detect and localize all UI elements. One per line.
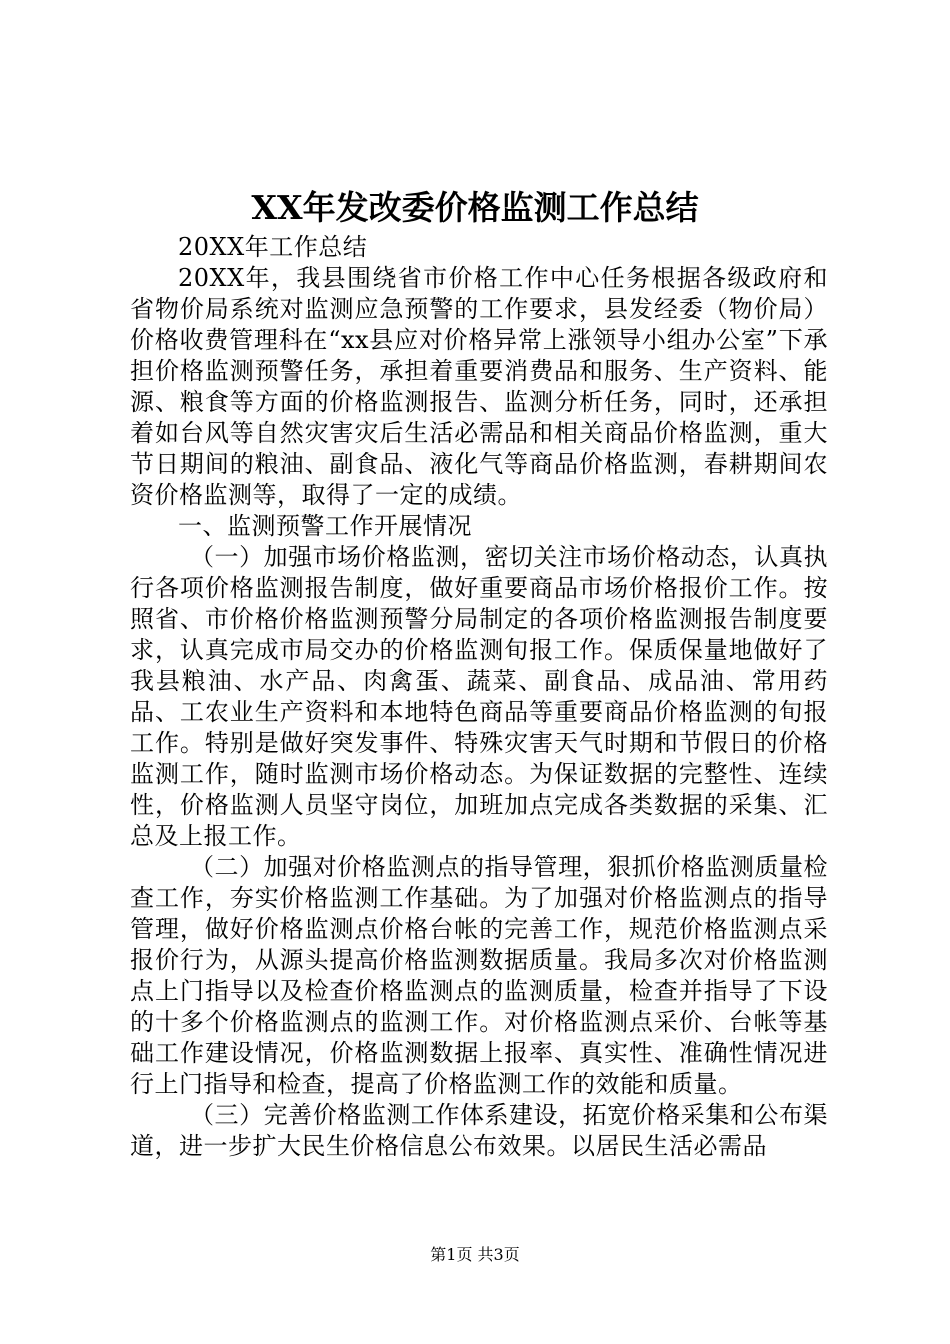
paragraph-item-2: （二）加强对价格监测点的指导管理，狠抓价格监测质量检查工作，夯实价格监测工作基础。为了加强对价格监测点的指导管理，做好价格监测点价格台帐的完善工作，规范价格监测点采报价行为，从源头提高价格监测数据质量。我局多次对价格监测点上门指导以及检查价格监测点的监测质量，检查并指导了下设的十多个价格监测点的监测工作。对价格监测点采价、台帐等基础工作建设情况，价格监测数据上报率、真实性、准确性情况进行上门指导和检查，提高了价格监测工作的效能和质量。 [130, 853, 828, 1098]
paragraph-subtitle: 20XX年工作总结 [178, 233, 368, 261]
document-title: XX年发改委价格监测工作总结 [251, 188, 699, 227]
paragraph-item-1: （一）加强市场价格监测，密切关注市场价格动态，认真执行各项价格监测报告制度，做好重要商品市场价格报价工作。按照省、市价格价格监测预警分局制定的各项价格监测报告制度要求，认真完成市局交办的价格监测旬报工作。保质保量地做好了我县粮油、水产品、肉禽蛋、蔬菜、副食品、成品油、常用药品、工农业生产资料和本地特色商品等重要商品价格监测的旬报工作。特别是做好突发事件、特殊灾害天气时期和节假日的价格监测工作，随时监测市场价格动态。为保证数据的完整性、连续性，价格监测人员坚守岗位，加班加点完成各类数据的采集、汇总及上报工作。 [130, 543, 828, 850]
paragraph-intro: 20XX年，我县围绕省市价格工作中心任务根据各级政府和省物价局系统对监测应急预警的工作要求，县发经委（物价局）价格收费管理科在“xx县应对价格异常上涨领导小组办公室”下承担价格监测预警任务，承担着重要消费品和服务、生产资料、能源、粮食等方面的价格监测报告、监测分析任务，同时，还承担着如台风等自然灾害灾后生活必需品和相关商品价格监测，重大节日期间的粮油、副食品、液化气等商品价格监测，春耕期间农资价格监测等，取得了一定的成绩。 [130, 264, 828, 509]
page-number-footer: 第1页 共3页 [430, 1245, 520, 1264]
document-body [130, 232, 828, 1162]
section-heading: 一、监测预警工作开展情况 [178, 512, 472, 540]
paragraph-item-3: （三）完善价格监测工作体系建设，拓宽价格采集和公布渠道，进一步扩大民生价格信息公布效果。以居民生活必需品 [130, 1101, 828, 1160]
